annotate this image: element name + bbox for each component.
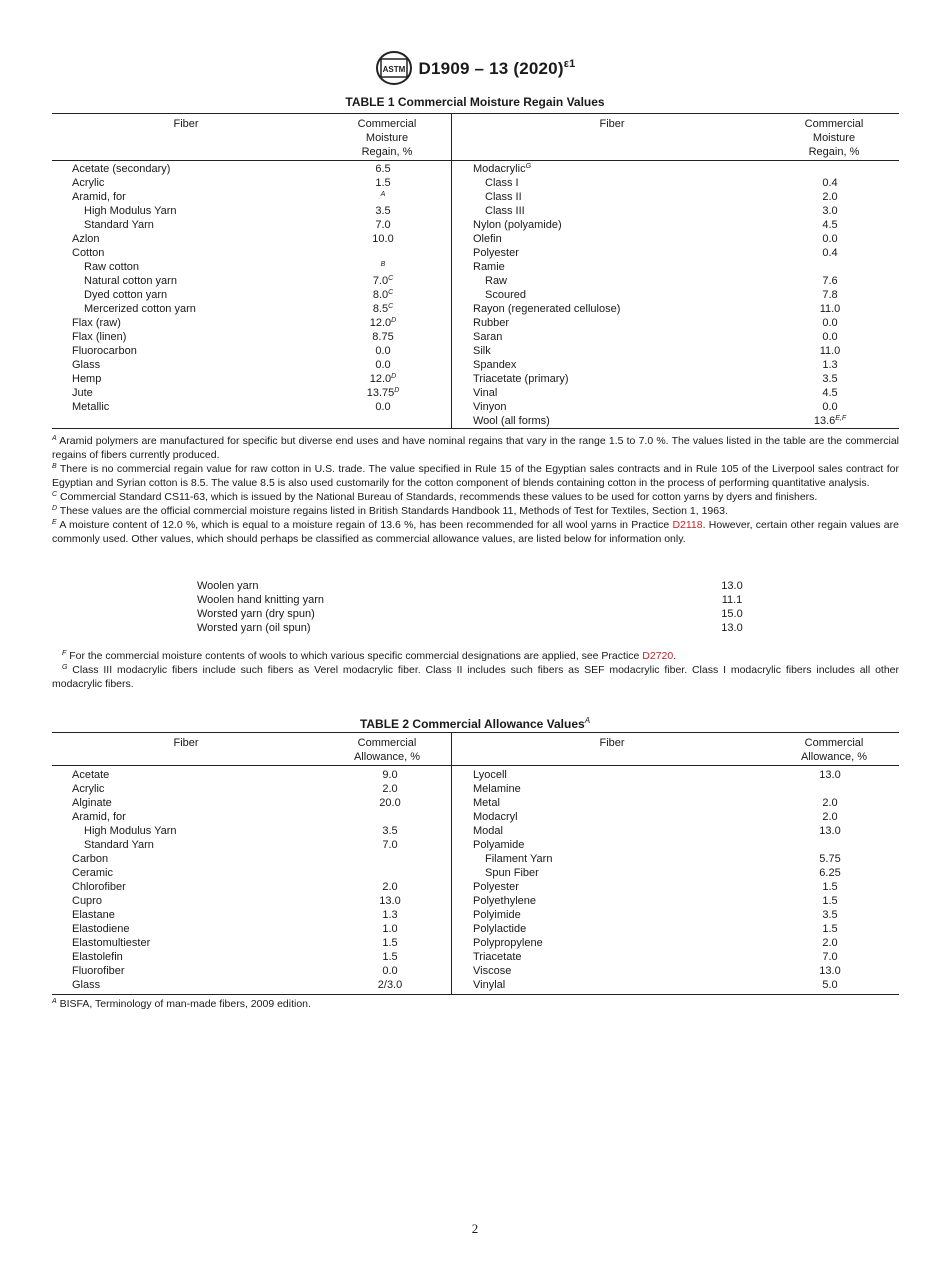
table1-right-value: 13.6$^{E,F}$ [813, 415, 847, 427]
wool-value-row [197, 607, 797, 621]
table1-right-value: 0.0 [822, 233, 838, 245]
table1-right-value: 0.0 [822, 331, 838, 343]
table2-right-value: 2.0 [822, 937, 838, 949]
table1-footnotes [52, 434, 899, 546]
wool-value-value: 15.0 [721, 608, 743, 620]
table1-left-value: 7.0 [375, 219, 391, 231]
table1-left-value: 3.5 [375, 205, 391, 217]
table2-right-value: 13.0 [819, 825, 841, 837]
table2-right-fiber-name: Polyimide [473, 909, 521, 921]
table1-right-row [52, 218, 899, 232]
table2-right-value: 6.25 [819, 867, 841, 879]
table2-col-value-left: Commercial Allowance, % [353, 737, 421, 763]
table2-right-row [52, 880, 899, 894]
table1-right-fiber-name: Modacrylic$^G$ [473, 163, 532, 175]
table2-right-value: 2.0 [822, 811, 838, 823]
page-number: 2 [471, 1221, 479, 1236]
table1-left-value: 8.0$^C$ [372, 289, 394, 301]
table1-right-row [52, 204, 899, 218]
table1-right-row [52, 288, 899, 302]
svg-text:ASTM: ASTM [382, 65, 405, 74]
table2-right-row [52, 908, 899, 922]
table2-col-fiber-left: Fiber [173, 737, 199, 749]
table1-left-value: 12.0$^D$ [369, 373, 397, 385]
table2-left-value: 1.5 [382, 951, 398, 963]
table2-right-row [52, 964, 899, 978]
table2-right-row [52, 824, 899, 838]
table1-right-value: 2.0 [822, 191, 838, 203]
table1-caption: TABLE 1 Commercial Moisture Regain Values [345, 95, 605, 109]
table1-right-value: 11.0 [819, 303, 841, 315]
table2-left-fiber-name: Acetate [72, 769, 110, 781]
table1-right-row [52, 190, 899, 204]
document-id: D1909 – 13 $(2020)^{\varepsilon 1}$ [418, 57, 576, 78]
table1-right-fiber-name: Scoured [485, 289, 526, 301]
table2-right-value: 2.0 [822, 797, 838, 809]
table1-right-row [52, 162, 899, 176]
footnote-d: $^D$ These values are the official commercial moisture regains listed in British Standards Handbook 11, Methods of Test for Textiles, Section 1, 1963. [52, 505, 728, 517]
astm-logo-icon [375, 50, 413, 86]
table2-right-value: 1.5 [822, 895, 838, 907]
table2-right-fiber-name: Spun Fiber [485, 867, 539, 879]
table1-right-fiber-name: Class I [485, 177, 519, 189]
table1-right-row [52, 316, 899, 330]
table1 [52, 113, 899, 429]
table1-right-value: 11.0 [819, 345, 841, 357]
table1-left-fiber-name: Standard Yarn [84, 219, 154, 231]
wool-value-value: 13.0 [721, 580, 743, 592]
table1-right-value: 1.3 [822, 359, 838, 371]
footnote-g: $^G$ Class III modacrylic fibers include such fibers as Verel modacrylic fiber. Class II includes such fibers as SEF modacrylic fiber. Class I modacrylic fibers includes all other modacrylic fibers. [52, 664, 899, 690]
table1-right-row [52, 176, 899, 190]
table1-col-value-left: Commercial Moisture Regain, % [357, 118, 417, 158]
table1-left-fiber-name: Mercerized cotton yarn [84, 303, 196, 315]
table2-left-value: 2.0 [382, 783, 398, 795]
wool-value-row [197, 593, 797, 607]
table2-left-fiber-name: Elastolefin [72, 951, 123, 963]
table1-header [52, 114, 899, 161]
table2-right-fiber-name: Vinylal [473, 979, 506, 991]
table1-right-fiber-name: Silk [473, 345, 491, 357]
table1-right-value: 4.5 [822, 387, 838, 399]
table1-right-fiber-name: Vinal [473, 387, 498, 399]
table1-left-fiber-name: Flax (raw) [72, 317, 121, 329]
table2-right-fiber-name: Triacetate [473, 951, 522, 963]
table2-left-value: 1.3 [382, 909, 398, 921]
table1-right-fiber-name: Rubber [473, 317, 510, 329]
table1-left-fiber-name: Dyed cotton yarn [84, 289, 168, 301]
table2-left-fiber-name: High Modulus Yarn [84, 825, 177, 837]
footnote-a: $^A$ Aramid polymers are manufactured for specific but diverse end uses and have nominal regains that vary in the range 1.5 to 7.0 %. The values listed in the table are the commercial regains of fibers currently produced. [52, 435, 899, 461]
table2-header [52, 733, 899, 766]
table1-right-fiber-name: Rayon (regenerated cellulose) [473, 303, 621, 315]
link-d2118[interactable]: D2118 [672, 519, 703, 531]
wool-value-fiber-name: Worsted yarn (oil spun) [197, 622, 311, 634]
table2-right-row [52, 796, 899, 810]
table1-left-fiber-name: Jute [72, 387, 93, 399]
table2-right-fiber-name: Polyethylene [473, 895, 536, 907]
table2-left-value: 7.0 [382, 839, 398, 851]
table1-left-value: 1.5 [375, 177, 391, 189]
table2-right-fiber-name: Polylactide [473, 923, 527, 935]
table2-left-fiber-name: Standard Yarn [84, 839, 154, 851]
table2-right-value: 5.0 [822, 979, 838, 991]
table1-right-row [52, 260, 899, 274]
table2-left-value: 2/3.0 [377, 979, 403, 991]
table1-col-fiber-left: Fiber [173, 118, 199, 130]
table2-right-fiber-name: Polypropylene [473, 937, 543, 949]
table1-left-fiber-name: High Modulus Yarn [84, 205, 177, 217]
table1-left-value: 0.0 [375, 345, 391, 357]
page-header [0, 50, 950, 86]
table1-right-fiber-name: Class II [485, 191, 522, 203]
table2-left-fiber-name: Alginate [72, 797, 112, 809]
table1-left-fiber-name: Acrylic [72, 177, 105, 189]
table1-left-fiber-name: Natural cotton yarn [84, 275, 177, 287]
table1-left-fiber-name: Azlon [72, 233, 100, 245]
table2-right-fiber-name: Polyester [473, 881, 519, 893]
table2-left-value: 20.0 [379, 797, 401, 809]
wool-values-list [197, 579, 797, 637]
table1-col-fiber-right: Fiber [599, 118, 625, 130]
table1-col-value-right: Commercial Moisture Regain, % [804, 118, 864, 158]
table2-right-fiber-name: Modacryl [473, 811, 518, 823]
table1-left-value: 12.0$^D$ [369, 317, 397, 329]
table1-left-value: 7.0$^C$ [372, 275, 394, 287]
table1-left-value: 0.0 [375, 401, 391, 413]
table1-right-fiber-name: Olefin [473, 233, 502, 245]
table1-right-fiber-name: Raw [485, 275, 508, 287]
table2-right-row [52, 810, 899, 824]
table1-left-fiber-name: Flax (linen) [72, 331, 127, 343]
table1-left-value: A [380, 191, 386, 198]
table2-left-fiber-name: Ceramic [72, 867, 113, 879]
table1-left-fiber-name: Glass [72, 359, 101, 371]
table1-left-fiber-name: Acetate (secondary) [72, 163, 171, 175]
table2-right-value: 3.5 [822, 909, 838, 921]
wool-value-value: 11.1 [721, 594, 743, 606]
table1-left-fiber-name: Fluorocarbon [72, 345, 137, 357]
table2-right-value: 13.0 [819, 769, 841, 781]
table1-right-row [52, 372, 899, 386]
table1-right-value: 0.0 [822, 317, 838, 329]
wool-value-fiber-name: Worsted yarn (dry spun) [197, 608, 315, 620]
table1-right-row [52, 414, 899, 428]
table1-right-fiber-name: Vinyon [473, 401, 507, 413]
table2-right-value: 13.0 [819, 965, 841, 977]
table2-right-row [52, 782, 899, 796]
table1-right-row [52, 330, 899, 344]
table2-right-row [52, 838, 899, 852]
table2-right-fiber-name: Filament Yarn [485, 853, 553, 865]
table1-right-row [52, 274, 899, 288]
table1-left-fiber-name: Metallic [72, 401, 110, 413]
table2-col-fiber-right: Fiber [599, 737, 625, 749]
table2-right-value: 5.75 [819, 853, 841, 865]
table1-right-row [52, 400, 899, 414]
wool-value-row [197, 579, 797, 593]
table2-left-fiber-name: Aramid, for [72, 811, 126, 823]
wool-value-fiber-name: Woolen hand knitting yarn [197, 594, 324, 606]
table2-left-value: 2.0 [382, 881, 398, 893]
table1-right-fiber-name: Triacetate (primary) [473, 373, 569, 385]
table2-left-fiber-name: Glass [72, 979, 101, 991]
table1-left-value: B [380, 261, 386, 268]
table2-right-value: 1.5 [822, 881, 838, 893]
table1-right-fiber-name: Ramie [473, 261, 505, 273]
table2-left-fiber-name: Acrylic [72, 783, 105, 795]
table2-right-value: 1.5 [822, 923, 838, 935]
table1-right-value: 0.4 [822, 177, 838, 189]
table2-left-fiber-name: Elastane [72, 909, 115, 921]
table2-right-row [52, 768, 899, 782]
table1-left-fiber-name: Cotton [72, 247, 105, 259]
table1-right-value: 7.8 [822, 289, 838, 301]
table1-right-fiber-name: Spandex [473, 359, 517, 371]
table2-left-value: 1.0 [382, 923, 398, 935]
table1-right-value: 4.5 [822, 219, 838, 231]
table1-right-value: 0.0 [822, 401, 838, 413]
table1-right-value: 0.4 [822, 247, 838, 259]
table2-left-value: 13.0 [379, 895, 401, 907]
table1-right-fiber-name: Class III [485, 205, 525, 217]
table1-right-row [52, 232, 899, 246]
wool-value-row [197, 621, 797, 635]
table2-right-row [52, 936, 899, 950]
table1-right-value: 3.0 [822, 205, 838, 217]
wool-value-fiber-name: Woolen yarn [197, 580, 259, 592]
table1-footnotes-cont [52, 649, 899, 691]
table2-left-value: 3.5 [382, 825, 398, 837]
table1-left-fiber-name: Aramid, for [72, 191, 126, 203]
table1-left-value: 8.75 [372, 331, 394, 343]
table1-right-fiber-name: Wool (all forms) [473, 415, 550, 427]
table2-left-value: 0.0 [382, 965, 398, 977]
table2-right-fiber-name: Viscose [473, 965, 512, 977]
table2-right-fiber-name: Polyamide [473, 839, 525, 851]
footnote-b: $^B$ There is no commercial regain value for raw cotton in U.S. trade. The value specified in Rule 15 of the Egyptian sales contracts and in Rule 105 of the Liverpool sales contract for Egyptian and Syrian cotton is 8.5. The value 8.5 is also used customarily for the cotton component of blends containing cotton in the process of performing quantitative analysis. [52, 463, 899, 489]
table2-right-row [52, 922, 899, 936]
table2-right-row [52, 866, 899, 880]
footnote-e: $^E$ A moisture content of 12.0 %, which is equal to a moisture regain of 13.6 %, has been recommended for all wool yarns in Practice D2118. However, certain other regain values are commonly used. Other values, which should perhaps be classified as commercial allowance values, are listed below for information only. [52, 519, 899, 545]
table2-right-value: 7.0 [822, 951, 838, 963]
table1-right-row [52, 386, 899, 400]
table2-left-fiber-name: Chlorofiber [72, 881, 126, 893]
table1-right-row [52, 246, 899, 260]
link-d2720[interactable]: D2720 [642, 650, 674, 662]
table1-left-value: 8.5$^C$ [372, 303, 394, 315]
table1-left-value: 13.75$^D$ [366, 387, 400, 399]
table1-left-fiber-name: Raw cotton [84, 261, 140, 273]
table1-left-value: 10.0 [372, 233, 394, 245]
table1-right-fiber-name: Saran [473, 331, 503, 343]
wool-value-value: 13.0 [721, 622, 743, 634]
table1-left-fiber-name: Hemp [72, 373, 102, 385]
table1-right-row [52, 302, 899, 316]
table1-right-row [52, 358, 899, 372]
table1-right-fiber-name: Nylon (polyamide) [473, 219, 562, 231]
table2-right-fiber-name: Melamine [473, 783, 521, 795]
table1-right-fiber-name: Polyester [473, 247, 519, 259]
footnote-f: $^F$ For the commercial moisture contents of wools to which various specific commercial designations are applied, see Practice D2720. [62, 650, 677, 662]
table2 [52, 732, 899, 995]
table1-right-value: 3.5 [822, 373, 838, 385]
table2-left-fiber-name: Cupro [72, 895, 102, 907]
table2-right-fiber-name: Metal [473, 797, 500, 809]
table1-right-row [52, 344, 899, 358]
table2-right-row [52, 852, 899, 866]
table1-left-value: 6.5 [375, 163, 391, 175]
table1-right-value: 7.6 [822, 275, 838, 287]
table2-right-row [52, 894, 899, 908]
table2-left-fiber-name: Elastodiene [72, 923, 130, 935]
table2-right-fiber-name: Lyocell [473, 769, 507, 781]
table2-right-row [52, 950, 899, 964]
table2-left-fiber-name: Carbon [72, 853, 109, 865]
table2-left-fiber-name: Elastomultiester [72, 937, 151, 949]
table1-left-value: 0.0 [375, 359, 391, 371]
table2-right-row [52, 978, 899, 992]
table2-col-value-right: Commercial Allowance, % [800, 737, 868, 763]
footnote-c: $^C$ Commercial Standard CS11-63, which is issued by the National Bureau of Standards, recommends these values to be used for cotton yarns by dyers and finishers. [52, 491, 818, 503]
table2-right-fiber-name: Modal [473, 825, 503, 837]
table2-left-value: 1.5 [382, 937, 398, 949]
table2-left-fiber-name: Fluorofiber [72, 965, 125, 977]
table2-left-value: 9.0 [382, 769, 398, 781]
table2-caption: TABLE 2 Commercial Allowance Values$^A$ [359, 716, 591, 731]
table2-footnote-a: $^A$ BISFA, Terminology of man-made fibers, 2009 edition. [52, 998, 311, 1010]
table2-footnotes [52, 997, 899, 1011]
